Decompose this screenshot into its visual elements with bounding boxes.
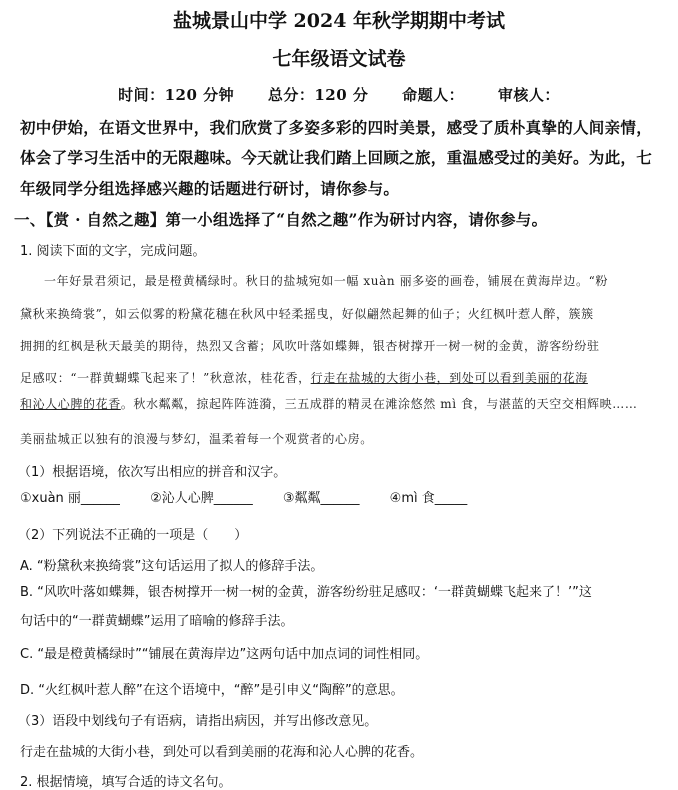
exam-author: 命题人： — [402, 86, 465, 104]
school-title: 盐城景山中学 2024 年秋学期期中考试 — [172, 10, 506, 32]
intro-line: 初中伊始，在语文世界中，我们欣赏了多姿多彩的四时美景，感受了质朴真挚的人间亲情， — [20, 118, 653, 137]
subquestion-2: （2）下列说法不正确的一项是（ ） — [18, 528, 248, 543]
option-b-cont: 句话中的“一群黄蝴蝶”运用了暗喻的修辞手法。 — [20, 614, 294, 629]
subquestion-3: （3）语段中划线句子有语病，请指出病因，并写出修改意见。 — [18, 714, 378, 729]
exam-reviewer: 审核人： — [497, 86, 560, 104]
section-heading: 一、【赏 · 自然之趣】第一小组选择了“自然之趣”作为研讨内容，请你参与。 — [14, 210, 548, 229]
question-stem: 1. 阅读下面的文字，完成问题。 — [20, 244, 206, 259]
option-b[interactable]: B. “风吹叶落如蝶舞，银杏树撑开一树一树的金黄，游客纷纷驻足感叹：‘一群黄蝴蝶飞起来了！’”这 — [20, 585, 592, 600]
exam-meta — [0, 84, 678, 105]
intro-line: 体会了学习生活中的无限趣味。今天就让我们踏上回顾之旅，重温感受过的美好。为此，七 — [20, 148, 653, 167]
subquestion-1: （1）根据语境，依次写出相应的拼音和汉字。 — [18, 465, 287, 480]
fill-blanks — [20, 487, 664, 506]
question-stem: 2. 根据情境，填写合适的诗文名句。 — [20, 775, 232, 790]
fill-blank[interactable]: ①xuàn 丽______ — [20, 491, 120, 506]
passage-line: 黛秋来换绮裳”，如云似雾的粉黛花穗在秋风中轻柔摇曳，好似翩然起舞的仙子；火红枫叶惹人醉，簇簇 — [20, 307, 594, 321]
paper-title: 七年级语文试卷 — [272, 48, 406, 70]
fill-blank[interactable]: ④mì 食_____ — [389, 491, 468, 506]
passage-line: 足感叹：“一群黄蝴蝶飞起来了！”秋意浓，桂花香，行走在盐城的大街小巷，到处可以看到美丽的花海 — [20, 371, 588, 385]
exam-score: 总分：120 分 — [267, 86, 369, 104]
fill-blank[interactable]: ③粼粼______ — [282, 491, 360, 506]
option-c[interactable]: C. “最是橙黄橘绿时”“铺展在黄海岸边”这两句话中加点词的词性相同。 — [20, 647, 429, 662]
intro-line: 年级同学分组选择感兴趣的话题进行研讨，请你参与。 — [20, 179, 400, 198]
underlined-sentence-end: 和沁人心脾的花香 — [20, 397, 121, 411]
underlined-sentence: 行走在盐城的大街小巷，到处可以看到美丽的花海 — [310, 371, 588, 385]
exam-time: 时间：120 分钟 — [118, 86, 235, 104]
faulty-sentence: 行走在盐城的大街小巷，到处可以看到美丽的花海和沁人心脾的花香。 — [20, 745, 424, 760]
passage-line: 和沁人心脾的花香。秋水粼粼，掠起阵阵涟漪，三五成群的精灵在滩涂悠然 mì 食，与湛蓝的天空交相辉映…… — [20, 397, 638, 411]
passage-line: 美丽盐城正以独有的浪漫与梦幻，温柔着每一个观赏者的心房。 — [20, 432, 373, 446]
option-d[interactable]: D. “火红枫叶惹人醉”在这个语境中，“醉”是引申义“陶醉”的意思。 — [20, 683, 404, 698]
passage-line: 一年好景君须记，最是橙黄橘绿时。秋日的盐城宛如一幅 xuàn 丽多姿的画卷，铺展在黄海岸边。“粉 — [44, 274, 608, 288]
fill-blank[interactable]: ②沁人心脾______ — [150, 491, 253, 506]
option-a[interactable]: A. “粉黛秋来换绮裳”这句话运用了拟人的修辞手法。 — [20, 559, 324, 574]
passage-line: 拥拥的红枫是秋天最美的期待，热烈又含蓄；风吹叶落如蝶舞，银杏树撑开一树一树的金黄，游客纷纷驻 — [20, 339, 600, 353]
